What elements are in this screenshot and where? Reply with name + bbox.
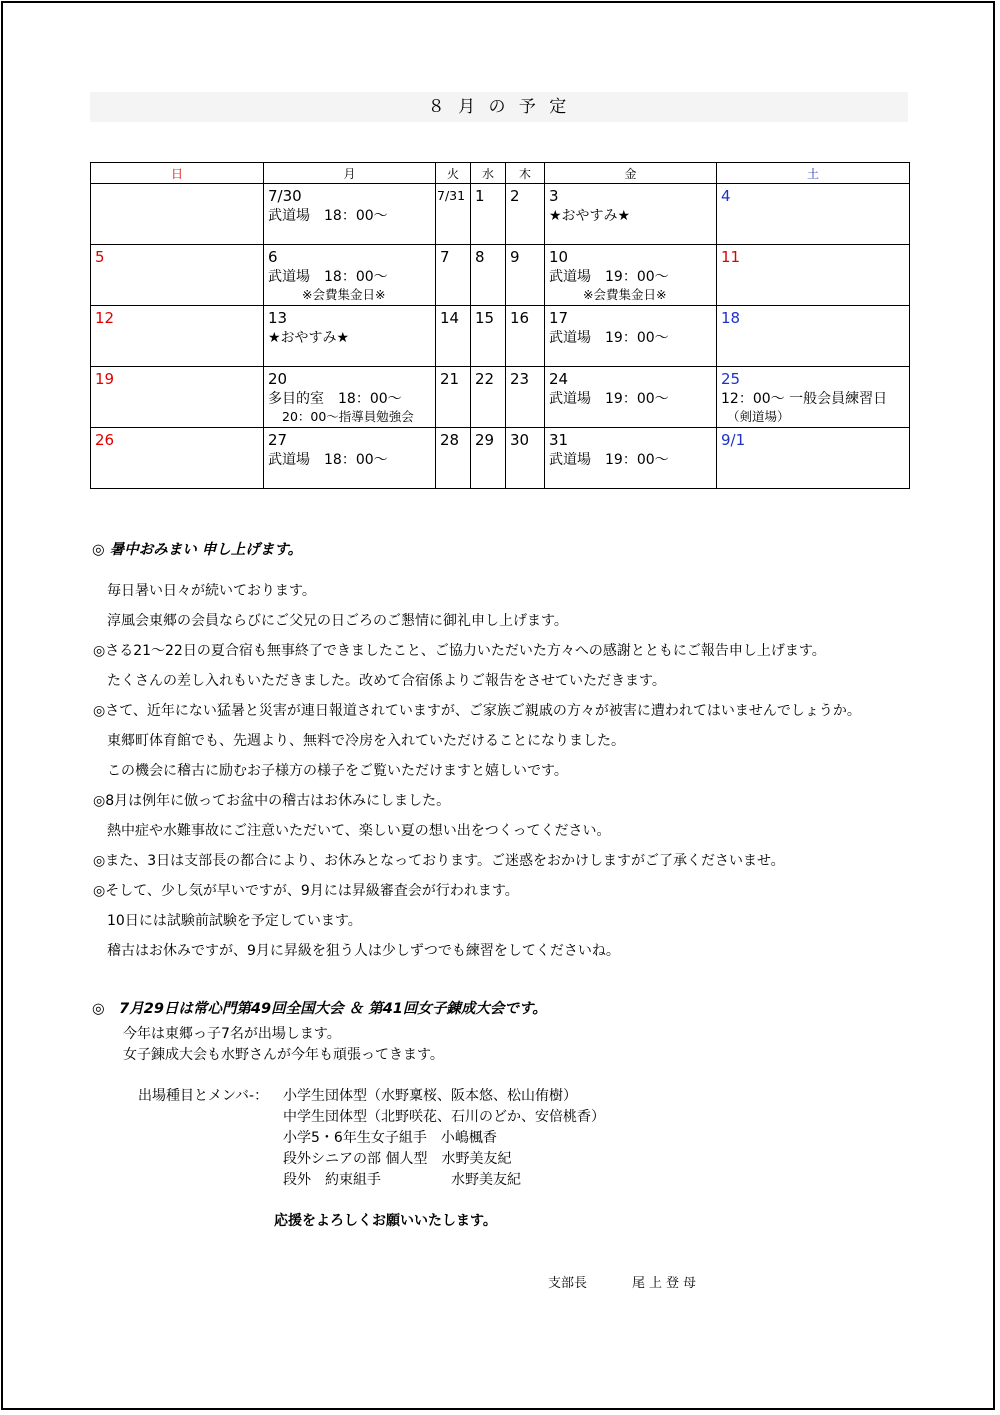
paragraph-line: 稽古はお休みですが、9月に昇級を狙う人は少しずつでも練習をしてくださいね。	[93, 943, 620, 959]
paragraph-line: 毎日暑い日々が続いております。	[93, 583, 316, 599]
day-cell	[506, 306, 545, 367]
day-number: 29	[475, 431, 495, 449]
day-event: 多目的室 18：00～	[268, 391, 402, 407]
day-number: 9/1	[721, 431, 746, 449]
paragraph-line: ◎8月は例年に倣ってお盆中の稽古はお休みにしました。	[93, 793, 451, 809]
day-cell	[91, 306, 264, 367]
day-number: 5	[95, 248, 105, 266]
calendar-week-row	[91, 367, 910, 428]
paragraph-line: 熱中症や水難事故にご注意いただいて、楽しい夏の想い出をつくってください。	[93, 823, 611, 839]
day-number: 11	[721, 248, 741, 266]
header-fri: 金	[545, 163, 717, 184]
day-cell	[506, 184, 545, 245]
day-cell	[436, 245, 471, 306]
list-item	[138, 1107, 605, 1128]
day-number: 4	[721, 187, 731, 205]
header-tue: 火	[436, 163, 471, 184]
paragraph-line: 淳風会東郷の会員ならびにご父兄の日ごろのご懇情に御礼申し上げます。	[93, 613, 568, 629]
header-sat: 土	[717, 163, 910, 184]
day-cell	[717, 184, 910, 245]
paragraph-line: 10日には試験前試験を予定しています。	[93, 913, 362, 929]
day-number: 20	[268, 370, 288, 388]
tournament-intro	[123, 1024, 444, 1066]
day-event: ★おやすみ★	[549, 208, 631, 224]
day-cell	[545, 367, 717, 428]
paragraph-line: たくさんの差し入れもいただきました。改めて合宿係よりご報告をさせていただきます。	[93, 673, 666, 689]
day-number: 7/30	[268, 187, 302, 205]
day-cell	[545, 184, 717, 245]
greeting-body	[93, 576, 861, 966]
day-cell	[471, 367, 506, 428]
day-number: 6	[268, 248, 278, 266]
day-number: 23	[510, 370, 530, 388]
day-number: 28	[440, 431, 460, 449]
list-item	[138, 1086, 605, 1107]
day-number: 27	[268, 431, 288, 449]
day-number: 30	[510, 431, 530, 449]
day-number: 19	[95, 370, 115, 388]
list-item	[138, 1128, 605, 1149]
day-number: 22	[475, 370, 495, 388]
signature	[548, 1272, 700, 1291]
paragraph-line: ◎そして、少し気が早いですが、9月には昇級審査会が行われます。	[93, 883, 519, 899]
entry-label: 出場種目とメンバ-：	[138, 1088, 269, 1104]
day-cell	[545, 306, 717, 367]
day-number: 7/31	[437, 188, 466, 203]
day-cell	[436, 367, 471, 428]
day-number: 16	[510, 309, 530, 327]
day-event: 武道場 18：00～	[268, 452, 388, 468]
day-number: 31	[549, 431, 569, 449]
day-cell	[264, 367, 436, 428]
day-number: 13	[268, 309, 288, 327]
day-event: 武道場 19：00～	[549, 330, 669, 346]
day-cell	[471, 184, 506, 245]
paragraph-line: ◎また、3日は支部長の都合により、お休みとなっております。ご迷惑をおかけしますがご了承くださいませ。	[93, 853, 785, 869]
day-event: 武道場 18：00～	[268, 269, 388, 285]
day-cell	[436, 306, 471, 367]
day-cell	[264, 306, 436, 367]
day-number: 25	[721, 370, 741, 388]
day-number: 24	[549, 370, 569, 388]
day-cell	[506, 367, 545, 428]
day-cell	[264, 245, 436, 306]
day-cell	[91, 428, 264, 489]
day-event: 武道場 19：00～	[549, 269, 669, 285]
day-cell	[471, 428, 506, 489]
day-cell	[506, 245, 545, 306]
day-number: 10	[549, 248, 569, 266]
day-number: 21	[440, 370, 460, 388]
paragraph-line: この機会に稽古に励むお子様方の様子をご覧いただけますと嬉しいです。	[93, 763, 568, 779]
day-number: 2	[510, 187, 520, 205]
entry-text: 段外シニアの部 個人型 水野美友紀	[283, 1151, 512, 1167]
day-event: 武道場 19：00～	[549, 391, 669, 407]
paragraph-line: 東郷町体育館でも、先週より、無料で冷房を入れていただけることになりました。	[93, 733, 625, 749]
entry-text: 段外 約束組手 水野美友紀	[283, 1172, 521, 1188]
entry-text: 小学5・6年生女子組手 小嶋楓香	[283, 1130, 497, 1146]
greeting-heading: ◎ 暑中おみまい 申し上げます。	[92, 542, 303, 558]
signature-role: 支部長	[548, 1276, 588, 1291]
day-note: （剣道場）	[727, 409, 790, 424]
entry-text: 小学生団体型（水野稟桜、阪本悠、松山侑樹）	[283, 1088, 577, 1104]
paragraph-line: 今年は東郷っ子7名が出場します。	[123, 1026, 341, 1042]
day-event: 12：00～ 一般会員練習日	[721, 391, 888, 407]
calendar-header-row	[91, 163, 910, 184]
day-event: 武道場 18：00～	[268, 208, 388, 224]
closing-message: 応援をよろしくお願いいたします。	[274, 1213, 497, 1229]
day-number: 18	[721, 309, 741, 327]
calendar-week-row	[91, 184, 910, 245]
page-title: ８ 月 の 予 定	[90, 92, 908, 122]
header-mon: 月	[264, 163, 436, 184]
day-cell	[471, 245, 506, 306]
day-cell	[717, 306, 910, 367]
paragraph-line: ◎さて、近年にない猛暑と災害が連日報道されていますが、ご家族ご親戚の方々が被害に遭われてはいませんでしょうか。	[93, 703, 861, 719]
day-note: ※会費集金日※	[302, 287, 386, 302]
day-cell	[91, 367, 264, 428]
day-cell	[717, 245, 910, 306]
list-item	[138, 1170, 605, 1191]
day-note: ※会費集金日※	[583, 287, 667, 302]
day-number: 12	[95, 309, 115, 327]
day-cell	[471, 306, 506, 367]
day-number: 14	[440, 309, 460, 327]
day-cell	[436, 184, 471, 245]
calendar-week-row	[91, 428, 910, 489]
calendar-week-row	[91, 245, 910, 306]
header-thu: 木	[506, 163, 545, 184]
day-number: 9	[510, 248, 520, 266]
day-cell	[436, 428, 471, 489]
day-note: 20：00～指導員勉強会	[282, 409, 414, 424]
entry-list	[138, 1086, 605, 1191]
day-number: 26	[95, 431, 115, 449]
day-number: 17	[549, 309, 569, 327]
day-cell	[545, 428, 717, 489]
paragraph-line: ◎さる21～22日の夏合宿も無事終了できましたこと、ご協力いただいた方々への感謝とともにご報告申し上げます。	[93, 643, 826, 659]
day-cell	[91, 245, 264, 306]
day-number: 1	[475, 187, 485, 205]
day-event: ★おやすみ★	[268, 330, 350, 346]
day-cell	[545, 245, 717, 306]
day-cell	[506, 428, 545, 489]
day-number: 15	[475, 309, 495, 327]
day-number: 8	[475, 248, 485, 266]
day-cell	[264, 428, 436, 489]
signature-name: 尾上登母	[632, 1276, 701, 1291]
list-item	[138, 1149, 605, 1170]
header-sun: 日	[91, 163, 264, 184]
day-cell	[264, 184, 436, 245]
header-wed: 水	[471, 163, 506, 184]
tournament-heading: ◎ 7月29日は常心門第49回全国大会 ＆ 第41回女子錬成大会です。	[92, 1001, 547, 1017]
day-cell	[717, 428, 910, 489]
entry-text: 中学生団体型（北野咲花、石川のどか、安倍桃香）	[283, 1109, 605, 1125]
day-cell	[91, 184, 264, 245]
calendar-week-row	[91, 306, 910, 367]
day-number: 3	[549, 187, 559, 205]
day-cell	[717, 367, 910, 428]
calendar-table	[90, 162, 910, 489]
day-number: 7	[440, 248, 450, 266]
paragraph-line: 女子錬成大会も水野さんが今年も頑張ってきます。	[123, 1047, 444, 1063]
day-event: 武道場 19：00～	[549, 452, 669, 468]
